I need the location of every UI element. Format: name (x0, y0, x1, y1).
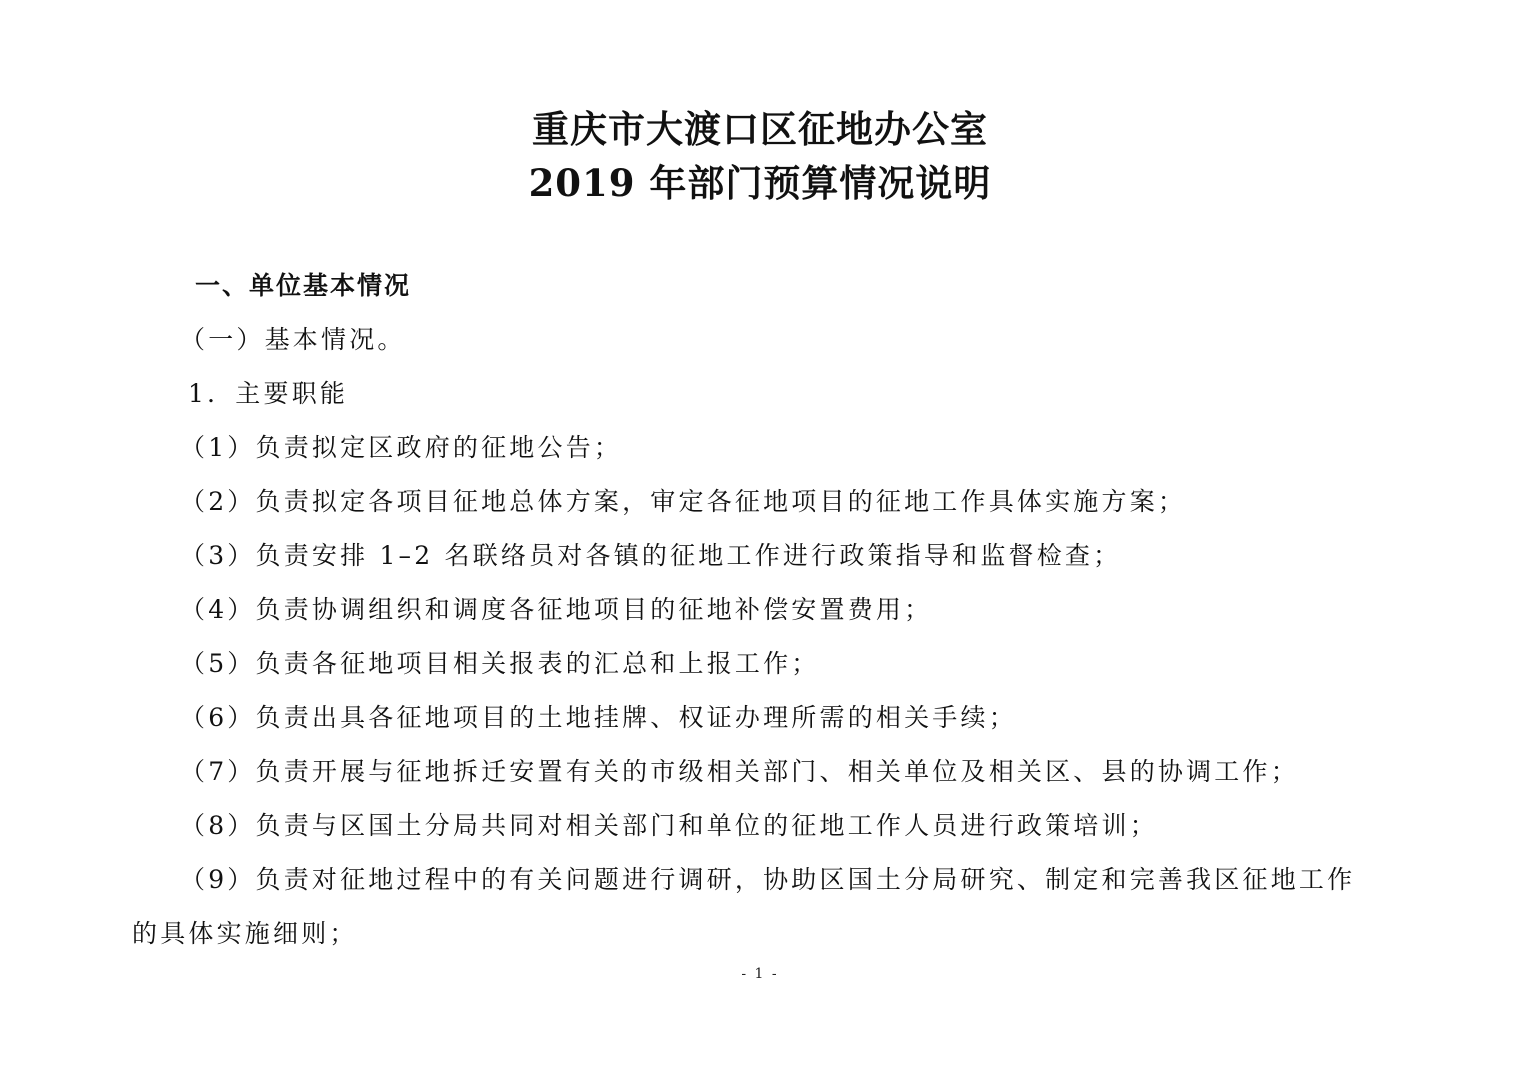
document-title-line2: 2019 年部门预算情况说明 (528, 161, 992, 205)
duty-item: （9）负责对征地过程中的有关问题进行调研，协助区国土分局研究、制定和完善我区征地工作 (180, 865, 1356, 894)
page-number: - 1 - (741, 966, 779, 982)
section-heading: 一、单位基本情况 (195, 271, 412, 300)
duty-item-continuation: 的具体实施细则； (132, 919, 358, 948)
duty-item: （2）负责拟定各项目征地总体方案，审定各征地项目的征地工作具体实施方案； (180, 487, 1187, 516)
duty-item: （1）负责拟定区政府的征地公告； (180, 433, 623, 462)
duty-item: （8）负责与区国土分局共同对相关部门和单位的征地工作人员进行政策培训； (180, 811, 1158, 840)
subsection-heading: （一）基本情况。 (180, 325, 406, 354)
duty-item: （4）负责协调组织和调度各征地项目的征地补偿安置费用； (180, 595, 933, 624)
document-title-line1: 重庆市大渡口区征地办公室 (532, 107, 988, 151)
duty-item: （6）负责出具各征地项目的土地挂牌、权证办理所需的相关手续； (180, 703, 1017, 732)
duty-item: （7）负责开展与征地拆迁安置有关的市级相关部门、相关单位及相关区、县的协调工作； (180, 757, 1299, 786)
item-heading: 1．主要职能 (188, 379, 349, 408)
duty-item: （3）负责安排 1–2 名联络员对各镇的征地工作进行政策指导和监督检查； (180, 541, 1122, 570)
duty-item: （5）负责各征地项目相关报表的汇总和上报工作； (180, 649, 820, 678)
